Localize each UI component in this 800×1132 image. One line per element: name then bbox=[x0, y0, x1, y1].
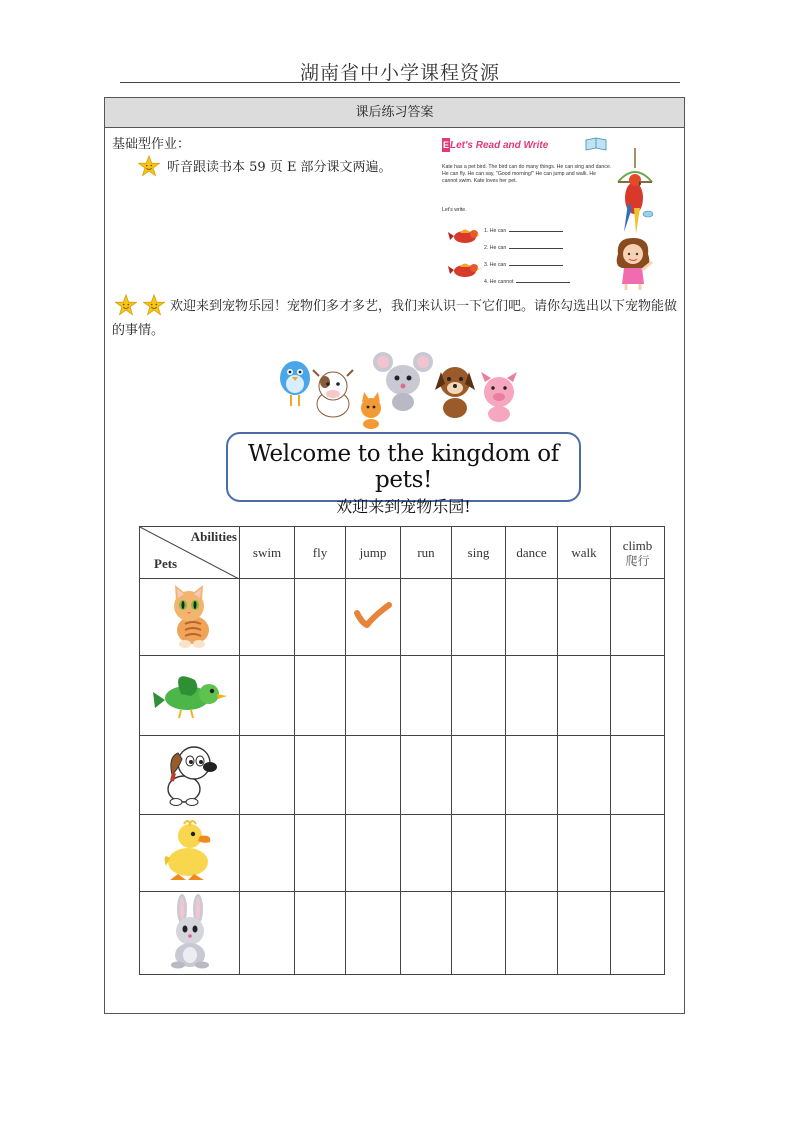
check-cell[interactable] bbox=[295, 892, 346, 975]
page-header: 湖南省中小学课程资源 bbox=[299, 62, 500, 84]
bird-icon bbox=[448, 258, 480, 282]
check-cell[interactable] bbox=[240, 579, 295, 656]
check-cell[interactable] bbox=[558, 815, 611, 892]
check-cell[interactable] bbox=[295, 579, 346, 656]
check-cell[interactable] bbox=[558, 736, 611, 815]
write-line-1: 1. He can bbox=[484, 228, 507, 234]
write-line-2: 2. He can bbox=[484, 245, 507, 251]
check-cell[interactable] bbox=[295, 736, 346, 815]
table-row bbox=[140, 736, 665, 815]
table-row bbox=[140, 579, 665, 656]
check-cell[interactable] bbox=[558, 892, 611, 975]
abilities-table bbox=[139, 526, 665, 975]
table-row bbox=[140, 656, 665, 736]
check-cell[interactable] bbox=[452, 736, 506, 815]
check-cell[interactable] bbox=[401, 815, 452, 892]
header-row bbox=[140, 527, 665, 579]
welcome-banner bbox=[226, 432, 581, 516]
check-cell[interactable] bbox=[611, 656, 665, 736]
pets-label: Pets bbox=[154, 556, 178, 571]
check-cell[interactable] bbox=[346, 656, 401, 736]
cat-icon bbox=[155, 580, 225, 650]
write-line-4: 4. He cannot bbox=[484, 279, 514, 285]
check-cell[interactable] bbox=[401, 656, 452, 736]
task-one-text: 听音跟读书本 59 页 E 部分课文两遍。 bbox=[167, 160, 392, 175]
bird-icon bbox=[448, 224, 480, 248]
section-badge: E bbox=[442, 140, 449, 150]
check-cell[interactable] bbox=[611, 736, 665, 815]
check-cell[interactable] bbox=[401, 736, 452, 815]
banner-chinese: 欢迎来到宠物乐园! bbox=[336, 497, 471, 516]
check-cell[interactable] bbox=[295, 815, 346, 892]
check-cell[interactable] bbox=[452, 579, 506, 656]
pet-cell bbox=[140, 892, 240, 975]
check-cell[interactable] bbox=[611, 579, 665, 656]
checkmark-icon bbox=[353, 601, 393, 629]
header-divider bbox=[120, 82, 680, 83]
check-cell[interactable] bbox=[611, 892, 665, 975]
column-header: dance bbox=[506, 527, 558, 579]
green-bird-icon bbox=[151, 664, 229, 724]
check-cell[interactable] bbox=[611, 815, 665, 892]
pet-cell bbox=[140, 736, 240, 815]
task-two-text: 欢迎来到宠物乐园！宠物们多才多艺，我们来认识一下它们吧。请你勾选出以下宠物能做的事情。 bbox=[112, 299, 678, 338]
check-cell[interactable] bbox=[506, 736, 558, 815]
check-cell[interactable] bbox=[506, 815, 558, 892]
check-cell[interactable] bbox=[506, 656, 558, 736]
column-header: sing bbox=[452, 527, 506, 579]
girl-icon bbox=[610, 236, 656, 290]
parrot-icon bbox=[614, 148, 656, 236]
check-cell[interactable] bbox=[452, 892, 506, 975]
check-cell[interactable] bbox=[452, 815, 506, 892]
excerpt-title: Let's Read and Write bbox=[450, 140, 549, 151]
corner-header-cell bbox=[140, 527, 240, 579]
answer-frame bbox=[104, 97, 685, 1014]
column-header: walk bbox=[558, 527, 611, 579]
check-cell[interactable] bbox=[558, 656, 611, 736]
pet-cell bbox=[140, 579, 240, 656]
banner-english: Welcome to the kingdom of pets! bbox=[248, 441, 559, 493]
pets-group-illustration bbox=[273, 346, 527, 430]
check-cell[interactable] bbox=[240, 815, 295, 892]
check-cell[interactable] bbox=[346, 736, 401, 815]
check-cell[interactable] bbox=[346, 892, 401, 975]
textbook-excerpt bbox=[442, 130, 662, 290]
basic-homework-label: 基础型作业： bbox=[112, 137, 191, 152]
column-header: swim bbox=[240, 527, 295, 579]
column-header: fly bbox=[295, 527, 346, 579]
check-cell[interactable] bbox=[558, 579, 611, 656]
check-cell[interactable] bbox=[401, 892, 452, 975]
check-cell[interactable] bbox=[240, 892, 295, 975]
pet-cell bbox=[140, 815, 240, 892]
table-row bbox=[140, 892, 665, 975]
duck-icon bbox=[160, 816, 220, 886]
abilities-label: Abilities bbox=[190, 529, 237, 544]
write-line-3: 3. He can bbox=[484, 262, 507, 268]
check-cell[interactable] bbox=[401, 579, 452, 656]
check-cell[interactable] bbox=[240, 736, 295, 815]
column-header-climb bbox=[611, 527, 665, 579]
excerpt-passage: Kate has a pet bird. The bird can do many things. He can sing and dance. He can fly. He can say, "Good morning!" He can jump and walk. He cannot swim. Kate loves her pet. bbox=[442, 164, 612, 184]
star-icon bbox=[138, 155, 160, 177]
column-header: climb bbox=[622, 537, 653, 553]
table-row bbox=[140, 815, 665, 892]
check-cell[interactable] bbox=[506, 579, 558, 656]
book-icon bbox=[585, 136, 607, 152]
pet-cell bbox=[140, 656, 240, 736]
lets-write-label: Let's write. bbox=[442, 207, 467, 213]
dog-icon bbox=[154, 739, 226, 807]
column-header: run bbox=[401, 527, 452, 579]
check-cell-jump[interactable] bbox=[346, 579, 401, 656]
climb-chinese-note: 爬行 bbox=[625, 553, 650, 568]
check-cell[interactable] bbox=[506, 892, 558, 975]
column-header: jump bbox=[346, 527, 401, 579]
rabbit-icon bbox=[160, 893, 220, 969]
check-cell[interactable] bbox=[295, 656, 346, 736]
check-cell[interactable] bbox=[452, 656, 506, 736]
check-cell[interactable] bbox=[346, 815, 401, 892]
section-title: 课后练习答案 bbox=[105, 98, 684, 128]
check-cell[interactable] bbox=[240, 656, 295, 736]
